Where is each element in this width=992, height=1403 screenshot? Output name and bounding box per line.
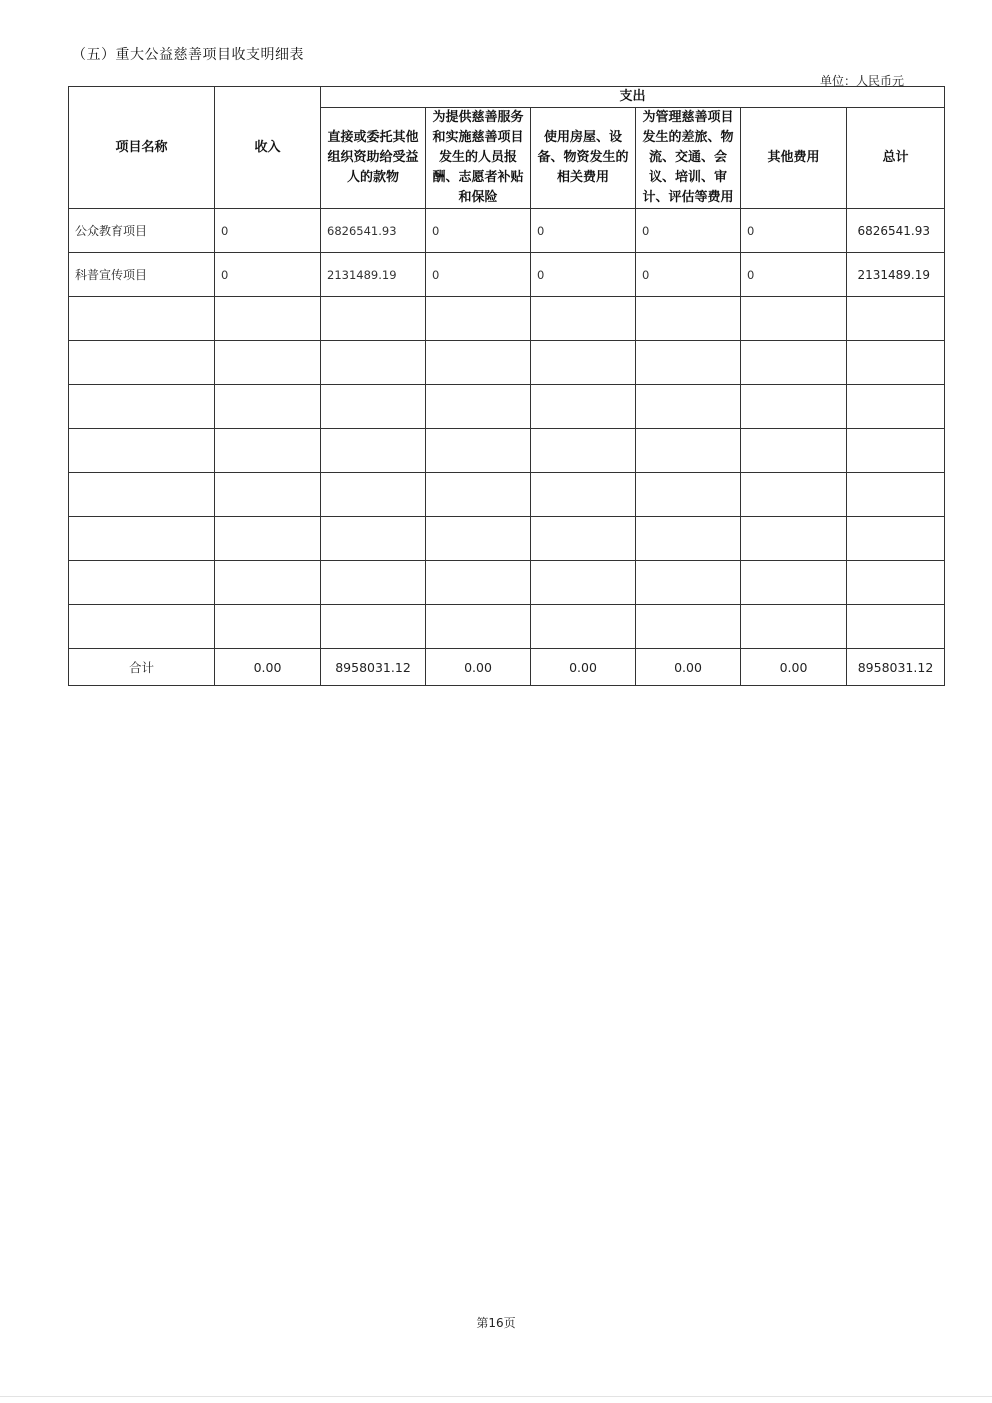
cell-other: 0 bbox=[741, 209, 847, 253]
header-total: 总计 bbox=[847, 108, 945, 209]
cell-facility bbox=[531, 605, 636, 649]
total-management: 0.00 bbox=[636, 649, 741, 686]
cell-other bbox=[741, 605, 847, 649]
cell-management bbox=[636, 517, 741, 561]
cell-total bbox=[847, 429, 945, 473]
total-direct: 8958031.12 bbox=[321, 649, 426, 686]
cell-direct bbox=[321, 605, 426, 649]
header-management-costs: 为管理慈善项目发生的差旅、物流、交通、会议、培训、审计、评估等费用 bbox=[636, 108, 741, 209]
currency-unit: 单位：人民币元 bbox=[819, 74, 904, 88]
cell-direct bbox=[321, 473, 426, 517]
cell-total bbox=[847, 297, 945, 341]
total-income: 0.00 bbox=[215, 649, 321, 686]
cell-income bbox=[215, 297, 321, 341]
cell-total bbox=[847, 341, 945, 385]
cell-facility bbox=[531, 341, 636, 385]
cell-management bbox=[636, 473, 741, 517]
cell-other bbox=[741, 473, 847, 517]
header-staff-costs: 为提供慈善服务和实施慈善项目发生的人员报酬、志愿者补贴和保险 bbox=[426, 108, 531, 209]
cell-total bbox=[847, 473, 945, 517]
cell-facility bbox=[531, 297, 636, 341]
cell-project-name bbox=[69, 605, 215, 649]
page-number: 第16页 bbox=[476, 1316, 516, 1330]
cell-project-name bbox=[69, 341, 215, 385]
table-row bbox=[69, 473, 945, 517]
cell-income: 0 bbox=[215, 253, 321, 297]
cell-project-name bbox=[69, 517, 215, 561]
cell-staff bbox=[426, 473, 531, 517]
total-other: 0.00 bbox=[741, 649, 847, 686]
cell-facility: 0 bbox=[531, 209, 636, 253]
table-body bbox=[69, 209, 945, 649]
cell-other: 0 bbox=[741, 253, 847, 297]
cell-direct bbox=[321, 561, 426, 605]
cell-income bbox=[215, 385, 321, 429]
table-row bbox=[69, 517, 945, 561]
cell-staff bbox=[426, 561, 531, 605]
cell-project-name bbox=[69, 429, 215, 473]
cell-other bbox=[741, 385, 847, 429]
cell-other bbox=[741, 561, 847, 605]
cell-total: 2131489.19 bbox=[847, 253, 945, 297]
cell-management bbox=[636, 605, 741, 649]
cell-staff: 0 bbox=[426, 253, 531, 297]
cell-facility bbox=[531, 517, 636, 561]
cell-other bbox=[741, 517, 847, 561]
table-row bbox=[69, 561, 945, 605]
cell-other bbox=[741, 297, 847, 341]
cell-income bbox=[215, 561, 321, 605]
cell-staff: 0 bbox=[426, 209, 531, 253]
scan-edge-divider bbox=[0, 1396, 992, 1397]
cell-management bbox=[636, 385, 741, 429]
total-label: 合计 bbox=[69, 649, 215, 686]
cell-direct: 6826541.93 bbox=[321, 209, 426, 253]
cell-other bbox=[741, 429, 847, 473]
page-title: （五）重大公益慈善项目收支明细表 bbox=[72, 47, 304, 63]
cell-facility bbox=[531, 385, 636, 429]
header-income: 收入 bbox=[215, 87, 321, 209]
cell-project-name bbox=[69, 297, 215, 341]
cell-staff bbox=[426, 297, 531, 341]
cell-direct: 2131489.19 bbox=[321, 253, 426, 297]
header-direct-grants: 直接或委托其他组织资助给受益人的款物 bbox=[321, 108, 426, 209]
table-row bbox=[69, 385, 945, 429]
cell-direct bbox=[321, 429, 426, 473]
cell-direct bbox=[321, 517, 426, 561]
cell-project-name bbox=[69, 561, 215, 605]
table-row bbox=[69, 605, 945, 649]
cell-total bbox=[847, 605, 945, 649]
cell-management bbox=[636, 341, 741, 385]
cell-staff bbox=[426, 605, 531, 649]
cell-management bbox=[636, 561, 741, 605]
cell-management: 0 bbox=[636, 209, 741, 253]
cell-income: 0 bbox=[215, 209, 321, 253]
total-staff: 0.00 bbox=[426, 649, 531, 686]
cell-total bbox=[847, 517, 945, 561]
header-project-name: 项目名称 bbox=[69, 87, 215, 209]
cell-project-name: 公众教育项目 bbox=[69, 209, 215, 253]
cell-other bbox=[741, 341, 847, 385]
total-facility: 0.00 bbox=[531, 649, 636, 686]
table-row bbox=[69, 297, 945, 341]
cell-facility: 0 bbox=[531, 253, 636, 297]
table-row bbox=[69, 253, 945, 297]
cell-project-name: 科普宣传项目 bbox=[69, 253, 215, 297]
header-other-costs: 其他费用 bbox=[741, 108, 847, 209]
cell-total bbox=[847, 561, 945, 605]
cell-management bbox=[636, 297, 741, 341]
table-row bbox=[69, 341, 945, 385]
cell-facility bbox=[531, 561, 636, 605]
cell-direct bbox=[321, 385, 426, 429]
cell-income bbox=[215, 429, 321, 473]
cell-income bbox=[215, 605, 321, 649]
cell-project-name bbox=[69, 473, 215, 517]
header-facility-costs: 使用房屋、设备、物资发生的相关费用 bbox=[531, 108, 636, 209]
cell-staff bbox=[426, 517, 531, 561]
cell-project-name bbox=[69, 385, 215, 429]
cell-staff bbox=[426, 385, 531, 429]
cell-direct bbox=[321, 341, 426, 385]
header-expense-group: 支出 bbox=[321, 87, 945, 108]
cell-management bbox=[636, 429, 741, 473]
table-row bbox=[69, 429, 945, 473]
cell-staff bbox=[426, 341, 531, 385]
cell-direct bbox=[321, 297, 426, 341]
cell-total bbox=[847, 385, 945, 429]
cell-income bbox=[215, 473, 321, 517]
cell-management: 0 bbox=[636, 253, 741, 297]
cell-total: 6826541.93 bbox=[847, 209, 945, 253]
project-income-expense-table bbox=[68, 86, 945, 686]
cell-facility bbox=[531, 429, 636, 473]
table-row bbox=[69, 209, 945, 253]
cell-staff bbox=[426, 429, 531, 473]
cell-income bbox=[215, 517, 321, 561]
cell-facility bbox=[531, 473, 636, 517]
cell-income bbox=[215, 341, 321, 385]
total-row bbox=[69, 649, 945, 686]
total-grand: 8958031.12 bbox=[847, 649, 945, 686]
